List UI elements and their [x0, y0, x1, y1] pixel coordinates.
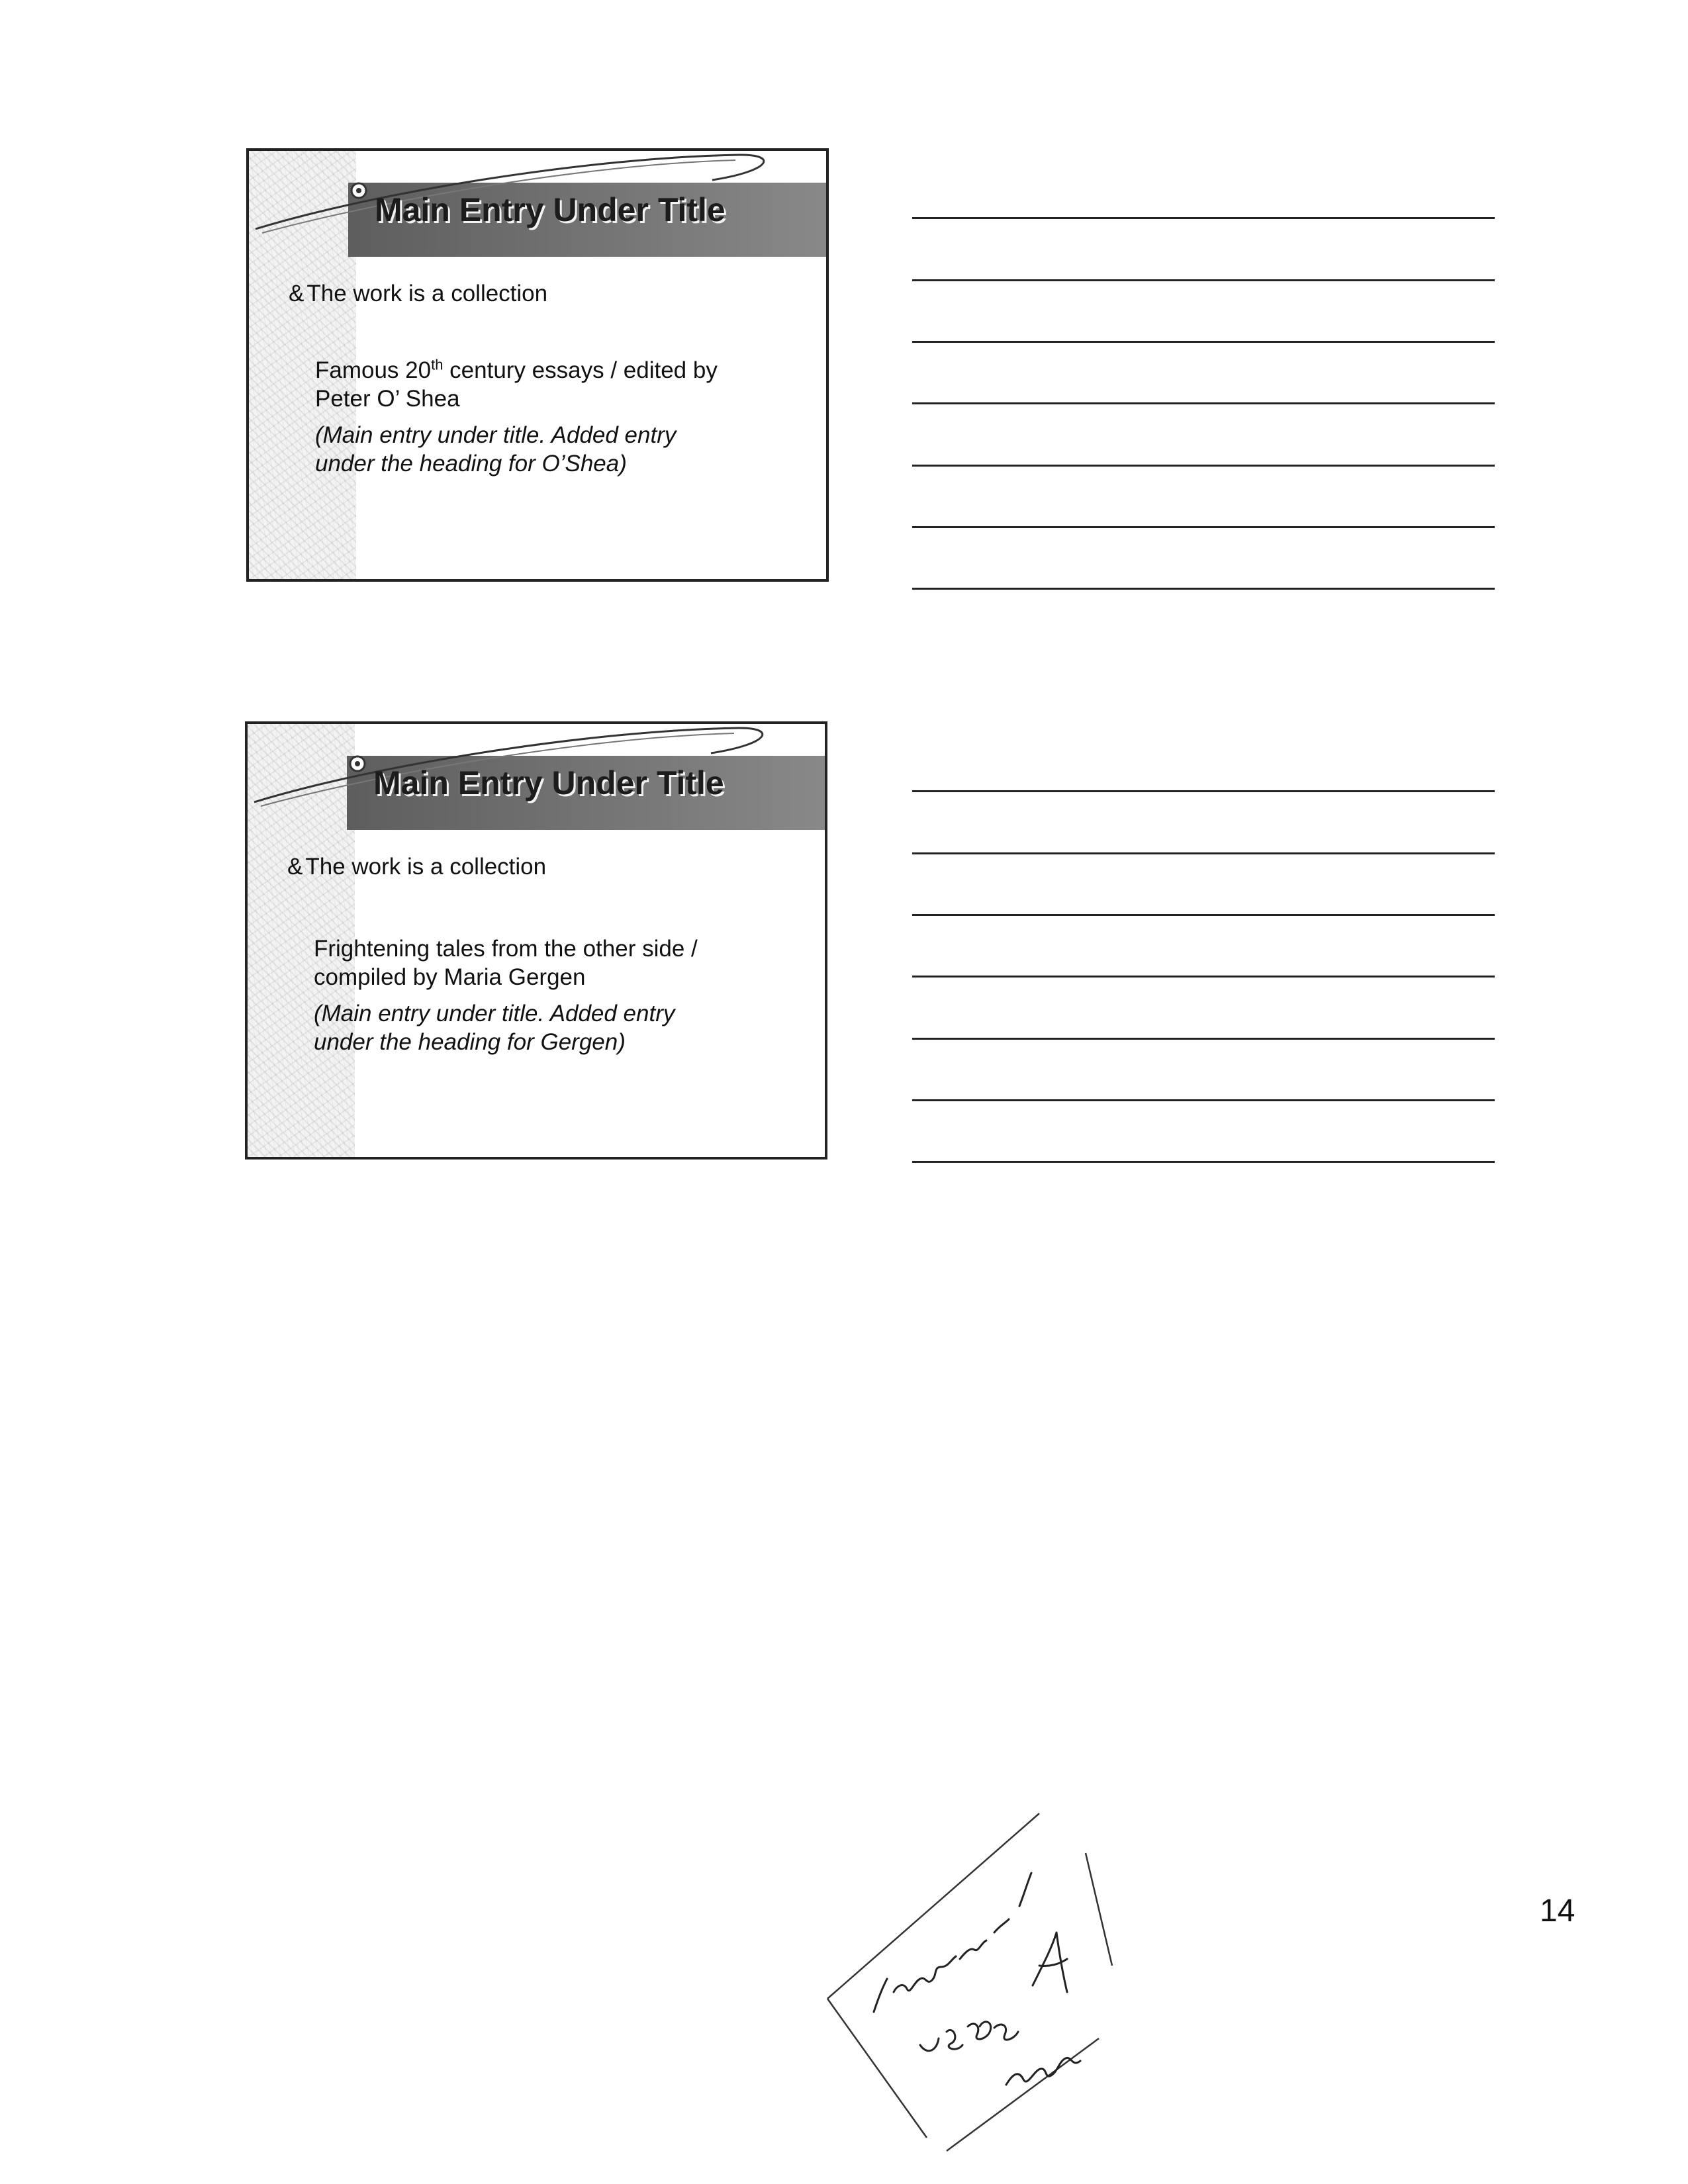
- note-line: [912, 1099, 1495, 1101]
- bullet-icon: &: [289, 281, 305, 306]
- example-title: [315, 356, 718, 413]
- note-line: [912, 1161, 1495, 1163]
- slide-title: Main Entry Under Title: [375, 191, 726, 228]
- bullet-icon: &: [287, 854, 303, 880]
- note-line-1: (Main entry under title. Added entry: [315, 422, 677, 448]
- superscript: th: [431, 356, 444, 373]
- bullet-item: [289, 281, 547, 307]
- bullet-text: The work is a collection: [305, 854, 547, 880]
- note-line: [912, 279, 1495, 281]
- example-note: [315, 421, 676, 478]
- note-line: [912, 588, 1495, 590]
- handwritten-annotation: [821, 1794, 1125, 2164]
- example-line-1: Frightening tales from the other side /: [314, 936, 698, 962]
- example-line-1b: century essays / edited by: [443, 357, 718, 383]
- slide-title: Main Entry Under Title: [373, 764, 724, 801]
- note-line: [912, 526, 1495, 528]
- note-line-2: under the heading for O’Shea): [315, 451, 627, 477]
- note-line: [912, 341, 1495, 343]
- slide-2: [245, 721, 827, 1160]
- note-line: [912, 790, 1495, 792]
- example-line-1a: Famous 20: [315, 357, 432, 383]
- slide-1: [246, 148, 829, 582]
- note-line: [912, 402, 1495, 404]
- bullet-item: [287, 854, 546, 880]
- example-title: [314, 934, 698, 991]
- example-line-2: compiled by Maria Gergen: [314, 964, 586, 990]
- example-note: [314, 999, 675, 1056]
- note-line: [912, 465, 1495, 467]
- example-line-2: Peter O’ Shea: [315, 386, 460, 412]
- bullet-text: The work is a collection: [306, 281, 548, 306]
- note-line: [912, 1038, 1495, 1040]
- note-line: [912, 217, 1495, 219]
- note-line-1: (Main entry under title. Added entry: [314, 1001, 675, 1026]
- note-line: [912, 914, 1495, 916]
- note-line: [912, 976, 1495, 978]
- note-line-2: under the heading for Gergen): [314, 1029, 626, 1055]
- note-line: [912, 852, 1495, 854]
- page-number: 14: [1540, 1893, 1575, 1929]
